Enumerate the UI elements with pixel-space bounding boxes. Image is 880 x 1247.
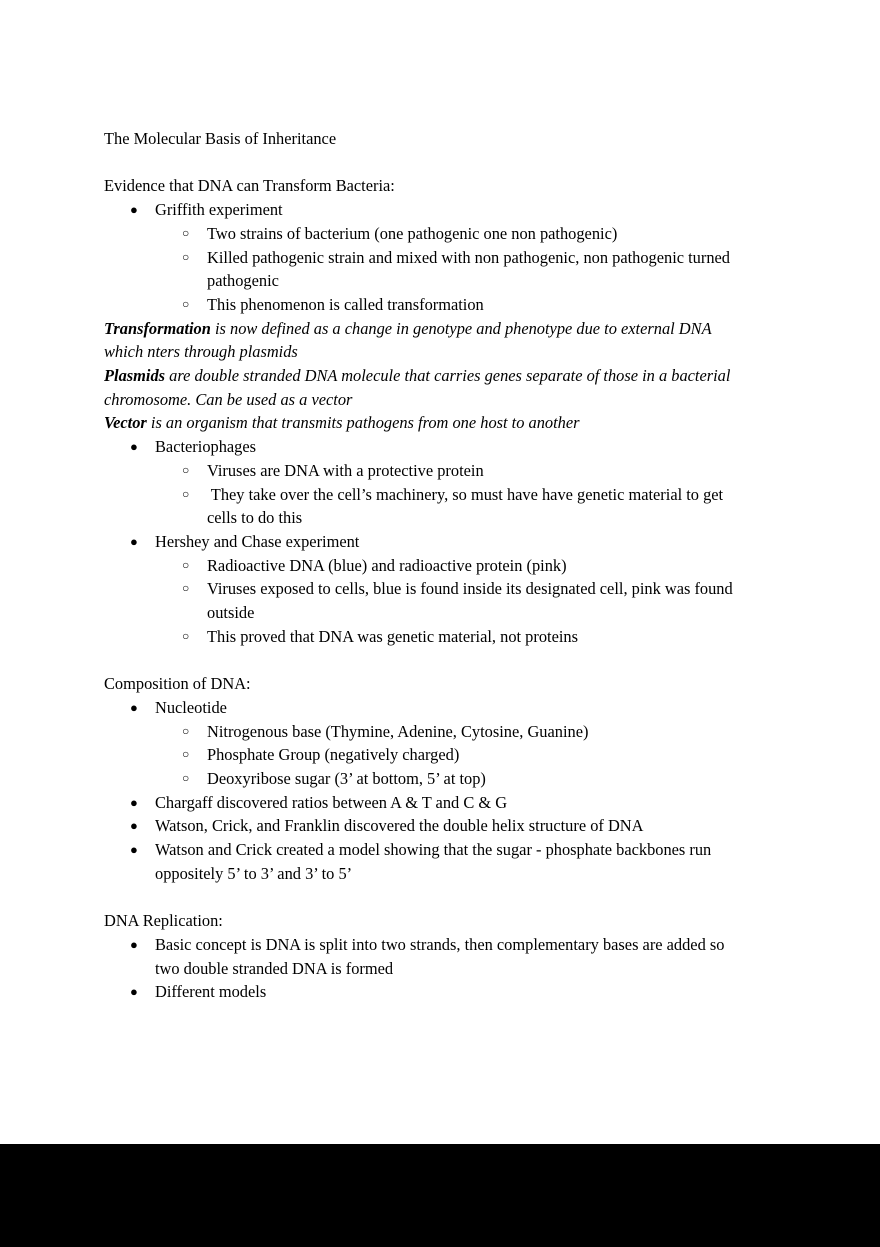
document-content — [104, 127, 774, 1004]
list-item: ○ They take over the cell’s machinery, so must have have genetic material to get — [104, 483, 774, 507]
hollow-bullet-icon: ○ — [182, 581, 190, 596]
filled-bullet-icon: ● — [130, 202, 138, 218]
section-heading-replication: DNA Replication: — [104, 911, 223, 931]
list-item: ● Nucleotide — [104, 696, 774, 720]
blank-line — [104, 151, 774, 175]
list-item: ○ This proved that DNA was genetic material, not proteins — [104, 625, 774, 649]
list-item: ● Hershey and Chase experiment — [104, 530, 774, 554]
list-item: ○ Two strains of bacterium (one pathogenic one non pathogenic) — [104, 222, 774, 246]
definition-continuation: which nters through plasmids — [104, 342, 298, 362]
list-item: ○ Nitrogenous base (Thymine, Adenine, Cytosine, Guanine) — [104, 720, 774, 744]
filled-bullet-icon: ● — [130, 794, 138, 810]
filled-bullet-icon: ● — [130, 439, 138, 455]
list-item: ● Griffith experiment — [104, 198, 774, 222]
hollow-bullet-icon: ○ — [182, 225, 190, 240]
list-item: ● Watson and Crick created a model showing that the sugar - phosphate backbones run — [104, 838, 774, 862]
list-item-continuation: two double stranded DNA is formed — [155, 958, 394, 978]
filled-bullet-icon: ● — [130, 936, 138, 952]
hollow-bullet-icon: ○ — [182, 723, 190, 738]
list-item: ● Watson, Crick, and Franklin discovered the double helix structure of DNA — [104, 814, 774, 838]
list-item: ○ Viruses are DNA with a protective protein — [104, 459, 774, 483]
list-item-continuation: oppositely 5’ to 3’ and 3’ to 5’ — [155, 863, 353, 883]
definition-continuation: chromosome. Can be used as a vector — [104, 389, 353, 409]
list-item: ○ Phosphate Group (negatively charged) — [104, 743, 774, 767]
list-item-continuation: cells to do this — [207, 508, 303, 528]
filled-bullet-icon: ● — [130, 818, 138, 834]
list-item-continuation: pathogenic — [207, 271, 279, 291]
list-item: ● Basic concept is DNA is split into two strands, then complementary bases are added so — [104, 933, 774, 957]
hollow-bullet-icon: ○ — [182, 747, 190, 762]
list-item: ● Bacteriophages — [104, 435, 774, 459]
list-item: ● Chargaff discovered ratios between A & T and C & G — [104, 791, 774, 815]
list-item: ● Different models — [104, 980, 774, 1004]
section-heading-evidence: Evidence that DNA can Transform Bacteria: — [104, 176, 395, 196]
blank-line — [104, 648, 774, 672]
section-heading-composition: Composition of DNA: — [104, 674, 251, 694]
definition-term: Vector — [104, 413, 147, 433]
list-item: ○ Radioactive DNA (blue) and radioactive protein (pink) — [104, 554, 774, 578]
filled-bullet-icon: ● — [130, 842, 138, 858]
list-item-continuation: outside — [207, 603, 255, 623]
hollow-bullet-icon: ○ — [182, 628, 190, 643]
blank-line — [104, 885, 774, 909]
filled-bullet-icon: ● — [130, 984, 138, 1000]
list-item: ○ This phenomenon is called transformation — [104, 293, 774, 317]
hollow-bullet-icon: ○ — [182, 486, 190, 501]
hollow-bullet-icon: ○ — [182, 249, 190, 264]
hollow-bullet-icon: ○ — [182, 557, 190, 572]
filled-bullet-icon: ● — [130, 533, 138, 549]
definition-term: Transformation — [104, 318, 211, 338]
definition-vector: Vector is an organism that transmits pathogens from one host to another — [104, 413, 580, 433]
hollow-bullet-icon: ○ — [182, 462, 190, 477]
filled-bullet-icon: ● — [130, 699, 138, 715]
hollow-bullet-icon: ○ — [182, 770, 190, 785]
list-item: ○ Deoxyribose sugar (3’ at bottom, 5’ at top) — [104, 767, 774, 791]
definition-transformation: Transformation is now defined as a change in genotype and phenotype due to external DNA — [104, 318, 712, 338]
list-item: ○ Killed pathogenic strain and mixed with non pathogenic, non pathogenic turned — [104, 246, 774, 270]
document-title: The Molecular Basis of Inheritance — [104, 129, 337, 148]
hollow-bullet-icon: ○ — [182, 296, 190, 311]
black-bottom-band — [0, 1144, 880, 1247]
definition-plasmids: Plasmids are double stranded DNA molecule that carries genes separate of those in a bacterial — [104, 366, 731, 386]
list-item: ○ Viruses exposed to cells, blue is found inside its designated cell, pink was found — [104, 577, 774, 601]
definition-term: Plasmids — [104, 366, 166, 386]
